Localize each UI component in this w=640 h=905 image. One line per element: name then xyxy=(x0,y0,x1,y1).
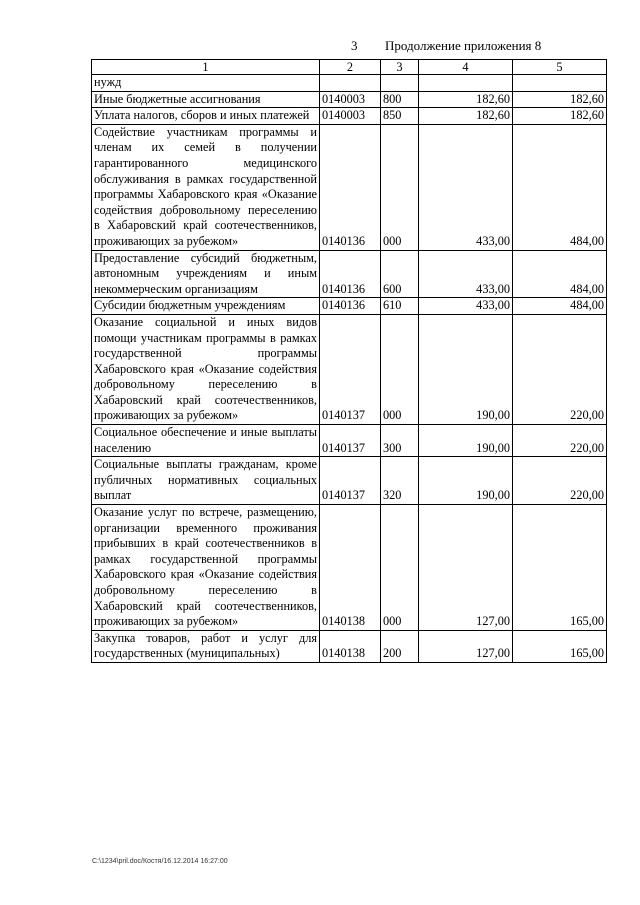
amount-2-cell xyxy=(513,75,607,92)
amount-2-cell: 484,00 xyxy=(513,298,607,315)
table-row xyxy=(92,630,607,662)
target-code-cell: 0140136 xyxy=(320,298,381,315)
target-code-cell: 0140138 xyxy=(320,630,381,662)
amount-1-cell: 182,60 xyxy=(419,108,513,125)
expense-type-cell: 600 xyxy=(381,250,419,298)
row-name-cell: Социальное обеспечение и иные выплаты населению xyxy=(92,425,320,457)
expense-type-cell: 000 xyxy=(381,124,419,250)
row-name-cell: Предоставление субсидий бюджетным, автономным учреждениям и иным некоммерческим организациям xyxy=(92,250,320,298)
table-header-row xyxy=(92,60,607,75)
row-name-cell: Социальные выплаты гражданам, кроме публичных нормативных социальных выплат xyxy=(92,457,320,505)
table-row xyxy=(92,425,607,457)
amount-1-cell: 433,00 xyxy=(419,250,513,298)
row-name-cell: Оказание услуг по встрече, размещению, организации временного проживания прибывших в край соотечественников в рамках государственной программы Хабаровского края «Оказание содействия добровольному переселению в Хабаровский край соотечественников, проживающих за рубежом» xyxy=(92,505,320,631)
budget-table xyxy=(91,59,607,663)
column-header-3: 3 xyxy=(381,60,419,75)
appendix-continuation-label: Продолжение приложения 8 xyxy=(385,38,542,53)
expense-type-cell xyxy=(381,75,419,92)
amount-1-cell: 127,00 xyxy=(419,505,513,631)
expense-type-cell: 300 xyxy=(381,425,419,457)
expense-type-cell: 320 xyxy=(381,457,419,505)
expense-type-cell: 200 xyxy=(381,630,419,662)
column-header-4: 4 xyxy=(419,60,513,75)
table-row xyxy=(92,75,607,92)
amount-2-cell: 220,00 xyxy=(513,425,607,457)
row-name-cell: Оказание социальной и иных видов помощи участникам программы в рамках государственной программы Хабаровского края «Оказание содействия добровольному переселению в Хабаровский край соотечественников, проживающих за рубежом» xyxy=(92,314,320,424)
table-row xyxy=(92,124,607,250)
row-name-cell: Закупка товаров, работ и услуг для государственных (муниципальных) xyxy=(92,630,320,662)
table-row xyxy=(92,314,607,424)
amount-1-cell: 190,00 xyxy=(419,425,513,457)
expense-type-cell: 000 xyxy=(381,314,419,424)
column-header-2: 2 xyxy=(320,60,381,75)
expense-type-cell: 800 xyxy=(381,91,419,108)
row-name-cell: нужд xyxy=(92,75,320,92)
amount-2-cell: 484,00 xyxy=(513,124,607,250)
column-header-1: 1 xyxy=(92,60,320,75)
table-row xyxy=(92,505,607,631)
target-code-cell: 0140138 xyxy=(320,505,381,631)
target-code-cell xyxy=(320,75,381,92)
expense-type-cell: 000 xyxy=(381,505,419,631)
amount-2-cell: 484,00 xyxy=(513,250,607,298)
amount-1-cell: 433,00 xyxy=(419,124,513,250)
row-name-cell: Содействие участникам программы и членам их семей в получении гарантированного медицинского обслуживания в рамках государственной программы Хабаровского края «Оказание содействия добровольному переселению в Хабаровский край соотечественников, проживающих за рубежом» xyxy=(92,124,320,250)
column-header-5: 5 xyxy=(513,60,607,75)
row-name-cell: Иные бюджетные ассигнования xyxy=(92,91,320,108)
table-row xyxy=(92,250,607,298)
target-code-cell: 0140003 xyxy=(320,108,381,125)
amount-1-cell: 433,00 xyxy=(419,298,513,315)
page-number: 3 xyxy=(351,38,358,53)
amount-1-cell: 190,00 xyxy=(419,457,513,505)
row-name-cell: Субсидии бюджетным учреждениям xyxy=(92,298,320,315)
target-code-cell: 0140137 xyxy=(320,457,381,505)
amount-1-cell xyxy=(419,75,513,92)
target-code-cell: 0140136 xyxy=(320,124,381,250)
amount-2-cell: 182,60 xyxy=(513,108,607,125)
amount-2-cell: 165,00 xyxy=(513,630,607,662)
target-code-cell: 0140003 xyxy=(320,91,381,108)
amount-2-cell: 182,60 xyxy=(513,91,607,108)
expense-type-cell: 610 xyxy=(381,298,419,315)
amount-2-cell: 165,00 xyxy=(513,505,607,631)
table-row xyxy=(92,91,607,108)
target-code-cell: 0140137 xyxy=(320,425,381,457)
document-path-footer: C:\1234\pril.doc/Костя/16.12.2014 16:27:00 xyxy=(92,858,228,865)
amount-1-cell: 182,60 xyxy=(419,91,513,108)
target-code-cell: 0140137 xyxy=(320,314,381,424)
amount-1-cell: 127,00 xyxy=(419,630,513,662)
table-row xyxy=(92,108,607,125)
table-row xyxy=(92,298,607,315)
row-name-cell: Уплата налогов, сборов и иных платежей xyxy=(92,108,320,125)
amount-2-cell: 220,00 xyxy=(513,457,607,505)
amount-2-cell: 220,00 xyxy=(513,314,607,424)
table-row xyxy=(92,457,607,505)
target-code-cell: 0140136 xyxy=(320,250,381,298)
amount-1-cell: 190,00 xyxy=(419,314,513,424)
expense-type-cell: 850 xyxy=(381,108,419,125)
